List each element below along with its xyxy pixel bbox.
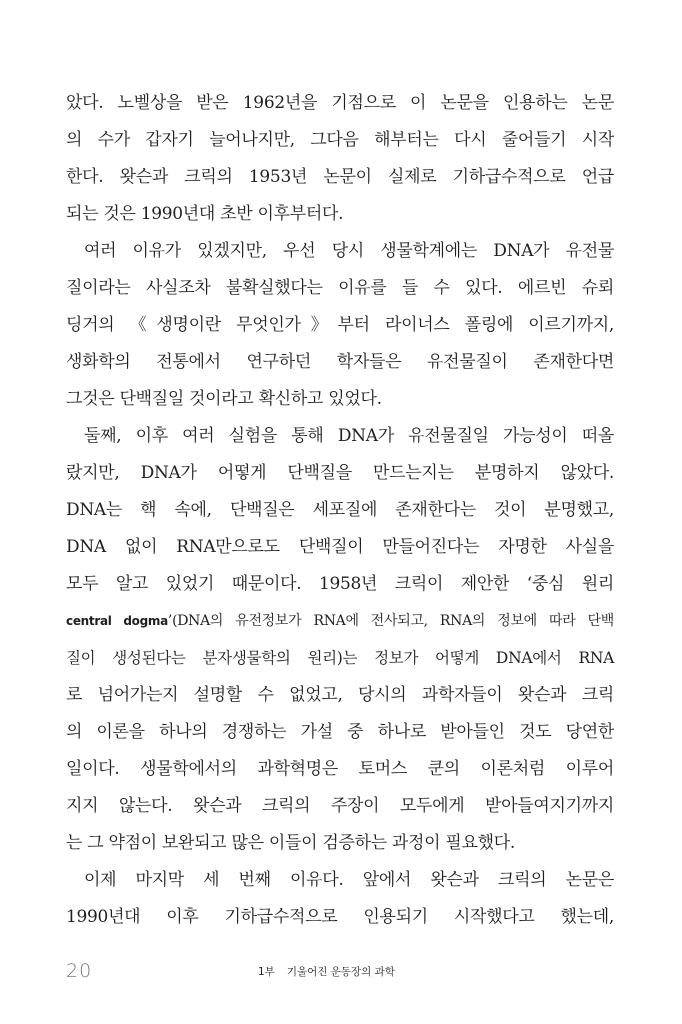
text-line: 로 넘어가는지 설명할 수 없었고, 당시의 과학자들이 왓슨과 크릭 [66,685,614,705]
body-text [66,85,614,936]
text-line: 았다. 노벨상을 받은 1962년을 기점으로 이 논문을 인용하는 논문 [66,93,614,113]
term-central-dogma: central dogma [66,614,168,628]
text-line: 둘째, 이후 여러 실험을 통해 DNA가 유전물질일 가능성이 떠올 [84,426,614,446]
text-line: 한다. 왓슨과 크릭의 1953년 논문이 실제로 기하급수적으로 언급 [66,167,614,187]
text-line: 1990년대 이후 기하급수적으로 인용되기 시작했다고 했는데, [66,907,614,927]
text-line-annotation [66,603,614,640]
part-label: 1부 [258,966,275,978]
text-line: 딩거의 《생명이란 무엇인가》부터 라이너스 폴링에 이르기까지, [66,315,614,335]
page-number: 20 [66,960,93,982]
page-footer [0,960,682,980]
text-line: 일이다. 생물학에서의 과학혁명은 토머스 쿤의 이론처럼 이루어 [66,759,614,779]
text-line: 이제 마지막 세 번째 이유다. 앞에서 왓슨과 크릭의 논문은 [84,870,614,890]
text-line: 생화학의 전통에서 연구하던 학자들은 유전물질이 존재한다면 [66,352,614,372]
text-line: 여러 이유가 있겠지만, 우선 당시 생물학계에는 DNA가 유전물 [84,241,614,261]
text-line: 그것은 단백질일 것이라고 확신하고 있었다. [66,389,382,409]
text-line: 는 그 약점이 보완되고 많은 이들이 검증하는 과정이 필요했다. [66,833,515,853]
text-line: 지지 않는다. 왓슨과 크릭의 주장이 모두에게 받아들여지기까지 [66,796,614,816]
text-line: 질이 생성된다는 분자생물학의 원리)는 정보가 어떻게 DNA에서 RNA [66,649,614,667]
text-line: DNA 없이 RNA만으로도 단백질이 만들어진다는 자명한 사실을 [66,537,614,557]
text-line: 질이라는 사실조차 불확실했다는 이유를 들 수 있다. 에르빈 슈뢰 [66,278,614,298]
text-line: 되는 것은 1990년대 초반 이후부터다. [66,204,344,224]
chapter-title: 기울어진 운동장의 과학 [286,966,395,978]
text-line: 랐지만, DNA가 어떻게 단백질을 만드는지는 분명하지 않았다. [66,463,614,483]
annotation-text: ’(DNA의 유전정보가 RNA에 전사되고, RNA의 정보에 따라 단백 [167,613,614,629]
text-line: 의 수가 갑자기 늘어나지만, 그다음 해부터는 다시 줄어들기 시작 [66,130,614,150]
text-line: DNA는 핵 속에, 단백질은 세포질에 존재한다는 것이 분명했고, [66,500,614,520]
text-line: 의 이론을 하나의 경쟁하는 가설 중 하나로 받아들인 것도 당연한 [66,722,614,742]
running-header [258,964,407,979]
text-line: 모두 알고 있었기 때문이다. 1958년 크릭이 제안한 ‘중심 원리 [66,574,614,594]
